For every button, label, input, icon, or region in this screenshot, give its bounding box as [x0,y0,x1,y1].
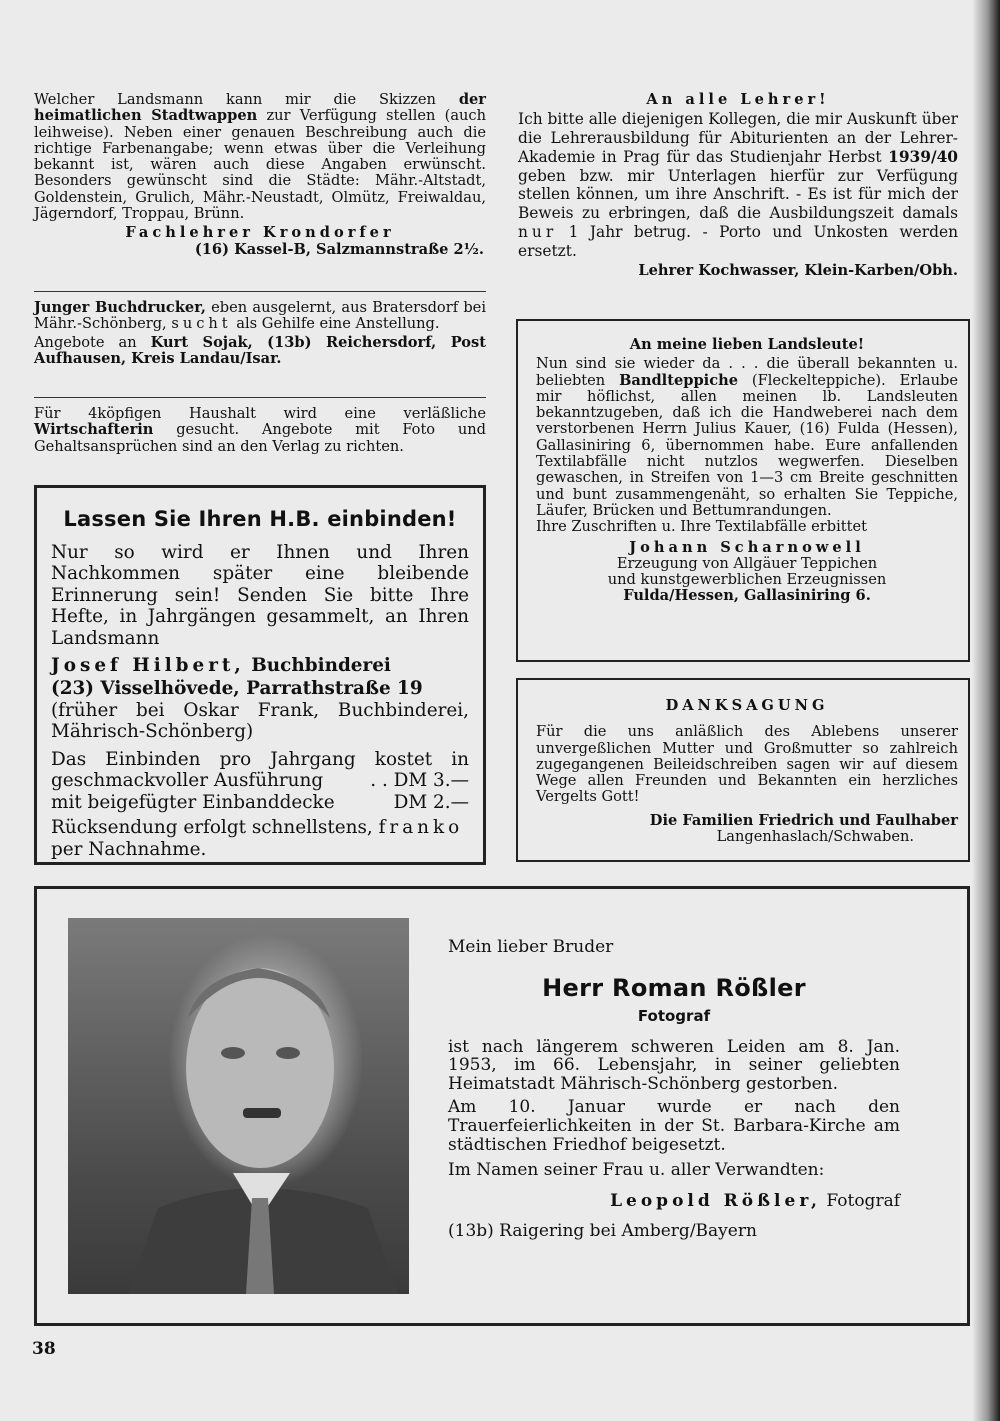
text-run-bold: 1939/40 [888,147,958,166]
portrait-photo [68,918,409,1294]
thanks-signature: Die Familien Friedrich und Faulhaber [649,811,958,829]
text-run: zur Verfügung stellen (auch leihweise). Neben einer genauen Beschreibung auch die richtige Farbenangabe; wenn etwas über die Verleihung bekannt ist, wären auch diese Angaben erwünscht. Besonders gewünscht sind die Städte: Mähr.-Altstadt, Goldenstein, Grulich, Mähr.-Neustadt, Olmütz, Freiwaldau, Jägerndorf, Troppau, Brünn. [34,107,486,223]
page-edge-shadow [972,0,1000,1421]
text-run: Nun sind sie wieder da . . . die überall bekannten u. beliebten [536,355,958,389]
text-run: Angebote an [34,333,151,351]
bookbinder-body: Nur so wird er Ihnen und Ihren Nachkommen später eine bleibende Erinnerung sein! Senden Sie bitte Ihre Hefte, in Jahrgängen gesammelt, an Ihren Landsmann [51,542,469,649]
obituary-address: (13b) Raigering bei Amberg/Bayern [448,1221,757,1242]
text-run-bold: Junger Buchdrucker, [34,299,206,316]
text-run-bold: Bandlteppiche [619,371,738,389]
obituary-text [448,938,900,1241]
obituary-body-2: Am 10. Januar wurde er nach den Trauerfeierlichkeiten in der St. Barbara-Kirche am städtischen Friedhof beigesetzt. [448,1097,900,1155]
text-run: als Gehilfe eine Anstellung. [231,315,440,333]
bookbinder-return-end: per Nachnahme. [51,838,207,860]
price-2: DM 2.— [393,791,469,813]
portrait-drawing [68,918,409,1294]
ad-coat-of-arms [34,92,486,258]
bookbinder-price-intro: Das Einbinden pro Jahrgang kostet in geschmackvoller Ausführung [51,748,469,792]
rugs-address: Fulda/Hessen, Gallasiniring 6. [623,587,871,605]
text-run: eben ausgelernt, aus Bratersdorf bei Mähr.-Schönberg, [34,299,486,333]
ad-printer [34,300,486,367]
text-run: (Fleckelteppiche). Erlaube mir höflichst, allen meinen lb. Landsleuten bekanntzugeben, daß ich die Handweberei nach dem verstorbenen Herrn Julius Kauer, (16) Fulda (Hessen), Gallasiniring 6, übernommen habe. Eure anfallenden Textilabfälle nicht nutzlos wegwerfen. Dieselben gewaschen, in Streifen von 1—3 cm Breite geschnitten und bunt zusammengenäht, so erhalten Sie Teppiche, Läufer, Brücken und Bettumrandungen. [536,371,958,519]
signature-address: (16) Kassel-B, Salzmannstraße 2½. [194,240,484,258]
text-run-spaced: sucht [171,315,232,333]
bookbinder-name [51,655,469,676]
text-run-bold: der heimatlichen Stadtwappen [34,91,486,125]
bookbinder-return [51,817,469,838]
ad-rugs-box [516,319,970,662]
text-run: gesucht. Angebote mit Foto und Gehaltsansprüchen sind an den Verlag zu richten. [34,421,486,455]
text-run-bold: Buchbinderei [244,655,391,677]
printer-text [34,300,486,333]
bookbinder-former: (früher bei Oskar Frank, Buchbinderei, Mährisch-Schönberg) [51,699,469,743]
coat-of-arms-text [34,92,486,222]
housekeeper-text [34,406,486,455]
text-run-spaced: Josef Hilbert, [51,655,245,677]
obituary-intro: Mein lieber Bruder [448,937,614,957]
text-run-bold: Kurt Sojak, (13b) Reichersdorf, Post Aufhausen, Kreis Landau/Isar. [34,333,486,367]
divider [34,397,486,398]
signature-name: Fachlehrer Krondorfer [125,224,395,242]
obituary-body-3: Im Namen seiner Frau u. aller Verwandten: [448,1160,825,1181]
thanks-body: Für die uns anläßlich des Ablebens unserer unvergeßlichen Mutter und Großmutter so zahlreich zugegangenen Beileidschreiben sagen wir auf diesem Wege allen Freunden und Bekannten ein herzliches Vergelts Gott! [536,723,958,806]
thanks-place: Langenhaslach/Schwaben. [716,828,914,846]
rugs-sub-2: und kunstgewerblichen Erzeugnissen [607,571,887,589]
text-run: Welcher Landsmann kann mir die Skizzen [34,91,459,108]
ad-housekeeper [34,406,486,455]
obituary-signature [448,1192,900,1211]
text-run: Ich bitte alle diejenigen Kollegen, die mir Auskunft über die Lehrerausbildung für Abiturienten an der Lehrer-Akademie in Prag für das Studienjahr Herbst [518,110,958,166]
rugs-sub-1: Erzeugung von Allgäuer Teppichen [616,554,878,572]
obituary-name: Herr Roman Rößler [542,973,806,1002]
obituary-body-1: ist nach längerem schweren Leiden am 8. Jan. 1953, im 66. Lebensjahr, in seiner geliebten Heimatstadt Mährisch-Schönberg gestorben. [448,1036,900,1094]
bookbinder-price2-row [51,792,469,813]
bookbinder-headline: Lassen Sie Ihren H.B. einbinden! [63,507,457,531]
text-run-spaced: nur [518,223,558,242]
text-run-spaced: Leopold Rößler, [610,1190,821,1211]
bookbinder-address: (23) Visselhövede, Parrathstraße 19 [51,678,423,700]
teachers-heading: An alle Lehrer! [646,91,830,108]
obituary-profession: Fotograf [637,1006,711,1025]
text-run-spaced: franko [378,817,464,839]
text-run: 1 Jahr betrug. - Porto und Unkosten werden ersetzt. [518,223,958,260]
printer-offers [34,335,486,368]
rugs-name: Johann Scharnowell [629,538,865,556]
text-run: Für 4köpfigen Haushalt wird eine verläßliche [34,405,486,422]
divider [34,291,486,292]
price-2-label: mit beigefügter Einbanddecke [51,791,335,813]
text-run-bold: Wirtschafterin [34,421,154,439]
teachers-signature: Lehrer Kochwasser, Klein-Karben/Obh. [638,261,958,279]
ad-teachers [518,92,958,279]
ad-thanks-box [516,678,970,862]
page-number: 38 [32,1339,56,1359]
text-run: geben bzw. mir Unterlagen hierfür zur Verfügung stellen können, um ihre Anschrift. - Es ist für mich der Beweis zu erbringen, daß die Ausbildungszeit damals [518,166,958,223]
rugs-heading: An meine lieben Landsleute! [629,336,865,353]
ad-bookbinder-box [34,485,486,865]
thanks-heading: DANKSAGUNG [665,697,829,714]
text-run: Rücksendung erfolgt schnellstens, [51,817,379,839]
rugs-body [536,356,958,519]
rugs-closing: Ihre Zuschriften u. Ihre Textilabfälle erbittet [536,518,867,536]
teachers-body [518,110,958,260]
price-1: . . DM 3.— [370,770,469,792]
text-run: Fotograf [820,1190,900,1211]
